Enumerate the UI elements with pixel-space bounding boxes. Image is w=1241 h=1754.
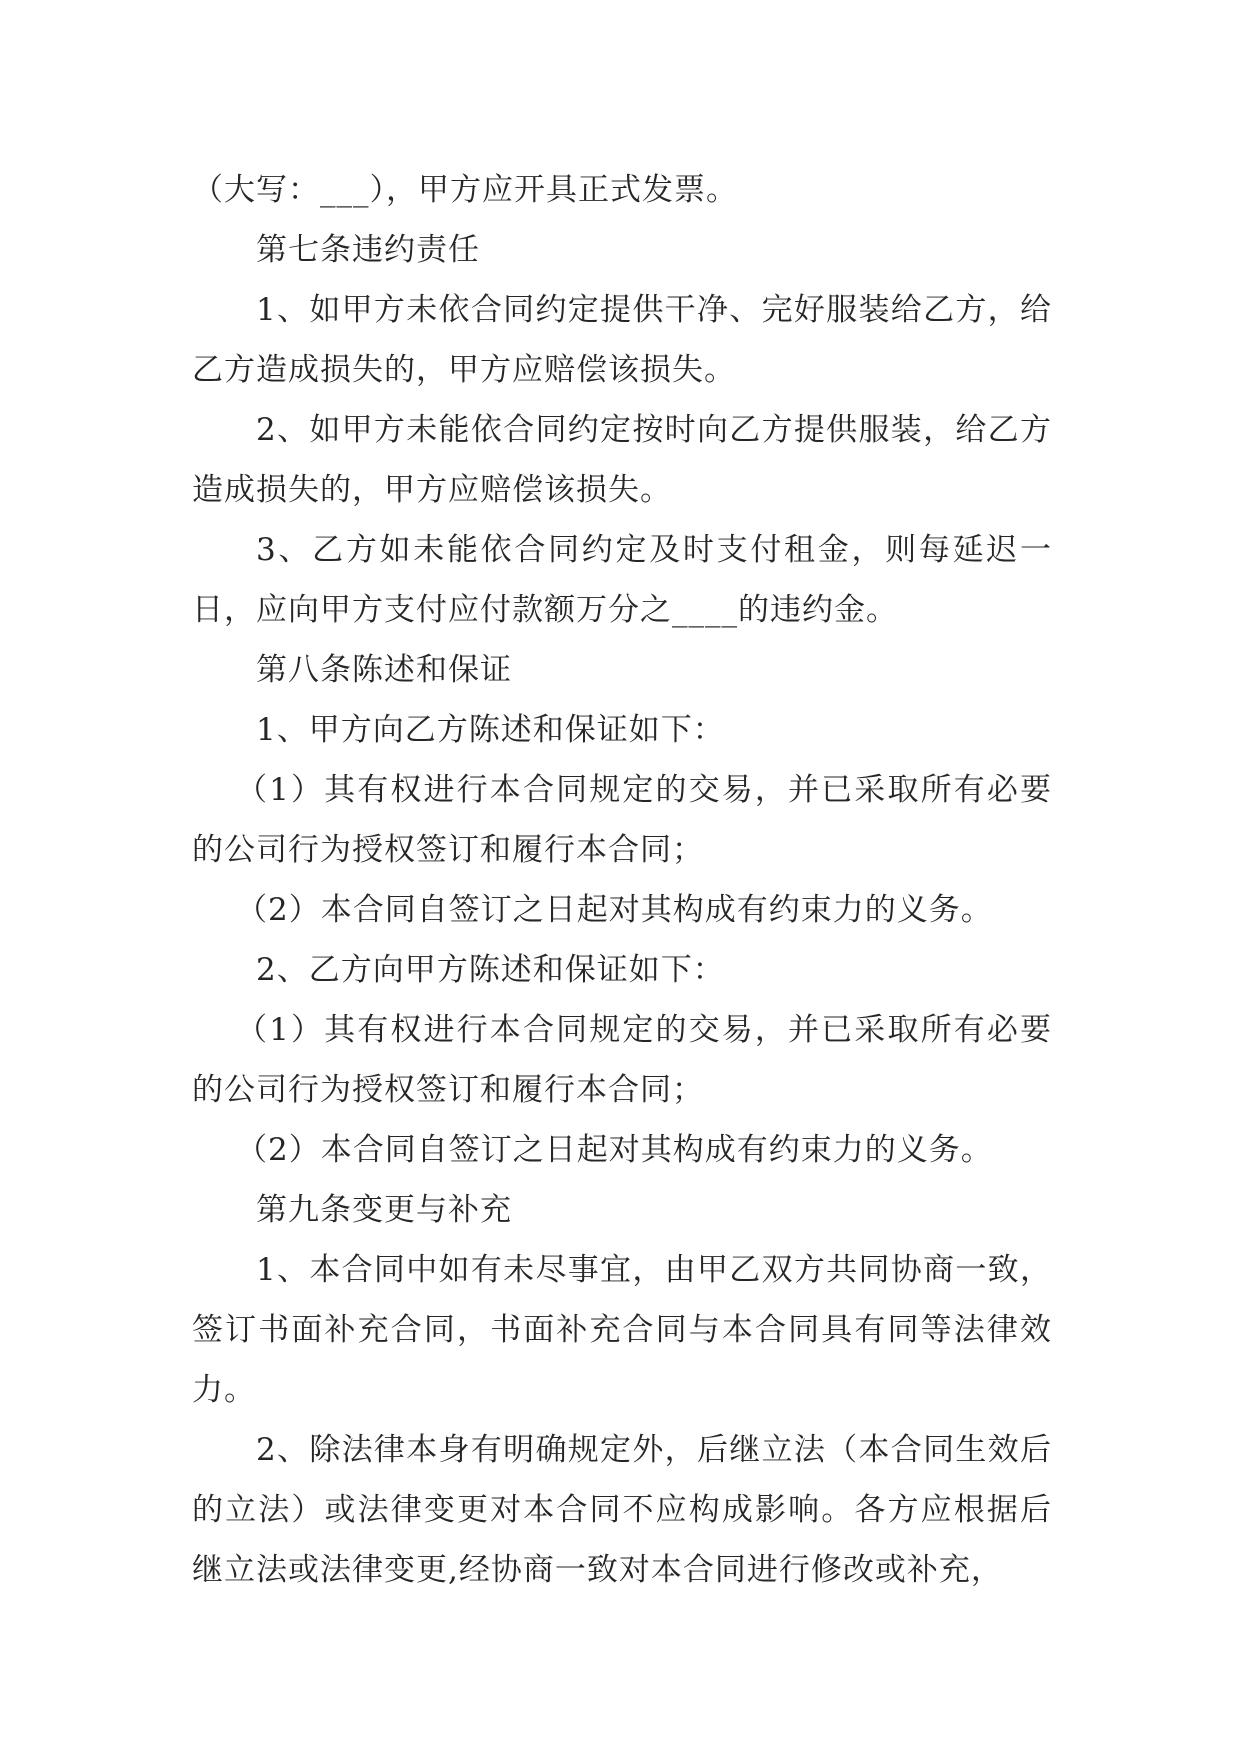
paragraph-article-8-item-2-sub-1: （1）其有权进行本合同规定的交易，并已采取所有必要的公司行为授权签订和履行本合同； (192, 1012, 1052, 1108)
paragraph-article-8-item-1: 1、甲方向乙方陈述和保证如下： (256, 712, 725, 748)
heading-article-7-breach-liability: 第七条违约责任 (256, 232, 480, 268)
paragraph-amount-invoice: （大写：___），甲方应开具正式发票。 (192, 172, 738, 208)
paragraph-article-7-item-2: 2、如甲方未能依合同约定按时向乙方提供服装，给乙方造成损失的，甲方应赔偿该损失。 (192, 412, 1052, 508)
paragraph-article-9-item-2: 2、除法律本身有明确规定外，后继立法（本合同生效后的立法）或法律变更对本合同不应构成影响。各方应根据后继立法或法律变更,经协商一致对本合同进行修改或补充， (192, 1432, 1052, 1588)
paragraph-article-7-item-3: 3、乙方如未能依合同约定及时支付租金，则每延迟一日，应向甲方支付应付款额万分之____的违约金。 (192, 532, 1052, 628)
paragraph-article-8-item-2: 2、乙方向甲方陈述和保证如下： (256, 952, 725, 988)
paragraph-article-8-item-1-sub-1: （1）其有权进行本合同规定的交易，并已采取所有必要的公司行为授权签订和履行本合同； (192, 772, 1052, 868)
paragraph-article-8-item-2-sub-2: （2）本合同自签订之日起对其构成有约束力的义务。 (236, 1132, 993, 1168)
paragraph-article-9-item-1: 1、本合同中如有未尽事宜，由甲乙双方共同协商一致，签订书面补充合同，书面补充合同与本合同具有同等法律效力。 (192, 1252, 1052, 1408)
paragraph-article-8-item-1-sub-2: （2）本合同自签订之日起对其构成有约束力的义务。 (236, 892, 993, 928)
heading-article-8-representations: 第八条陈述和保证 (256, 652, 512, 688)
heading-article-9-amendment: 第九条变更与补充 (256, 1192, 512, 1228)
document-body (192, 160, 1052, 1600)
paragraph-article-7-item-1: 1、如甲方未依合同约定提供干净、完好服装给乙方，给乙方造成损失的，甲方应赔偿该损失。 (192, 292, 1052, 388)
